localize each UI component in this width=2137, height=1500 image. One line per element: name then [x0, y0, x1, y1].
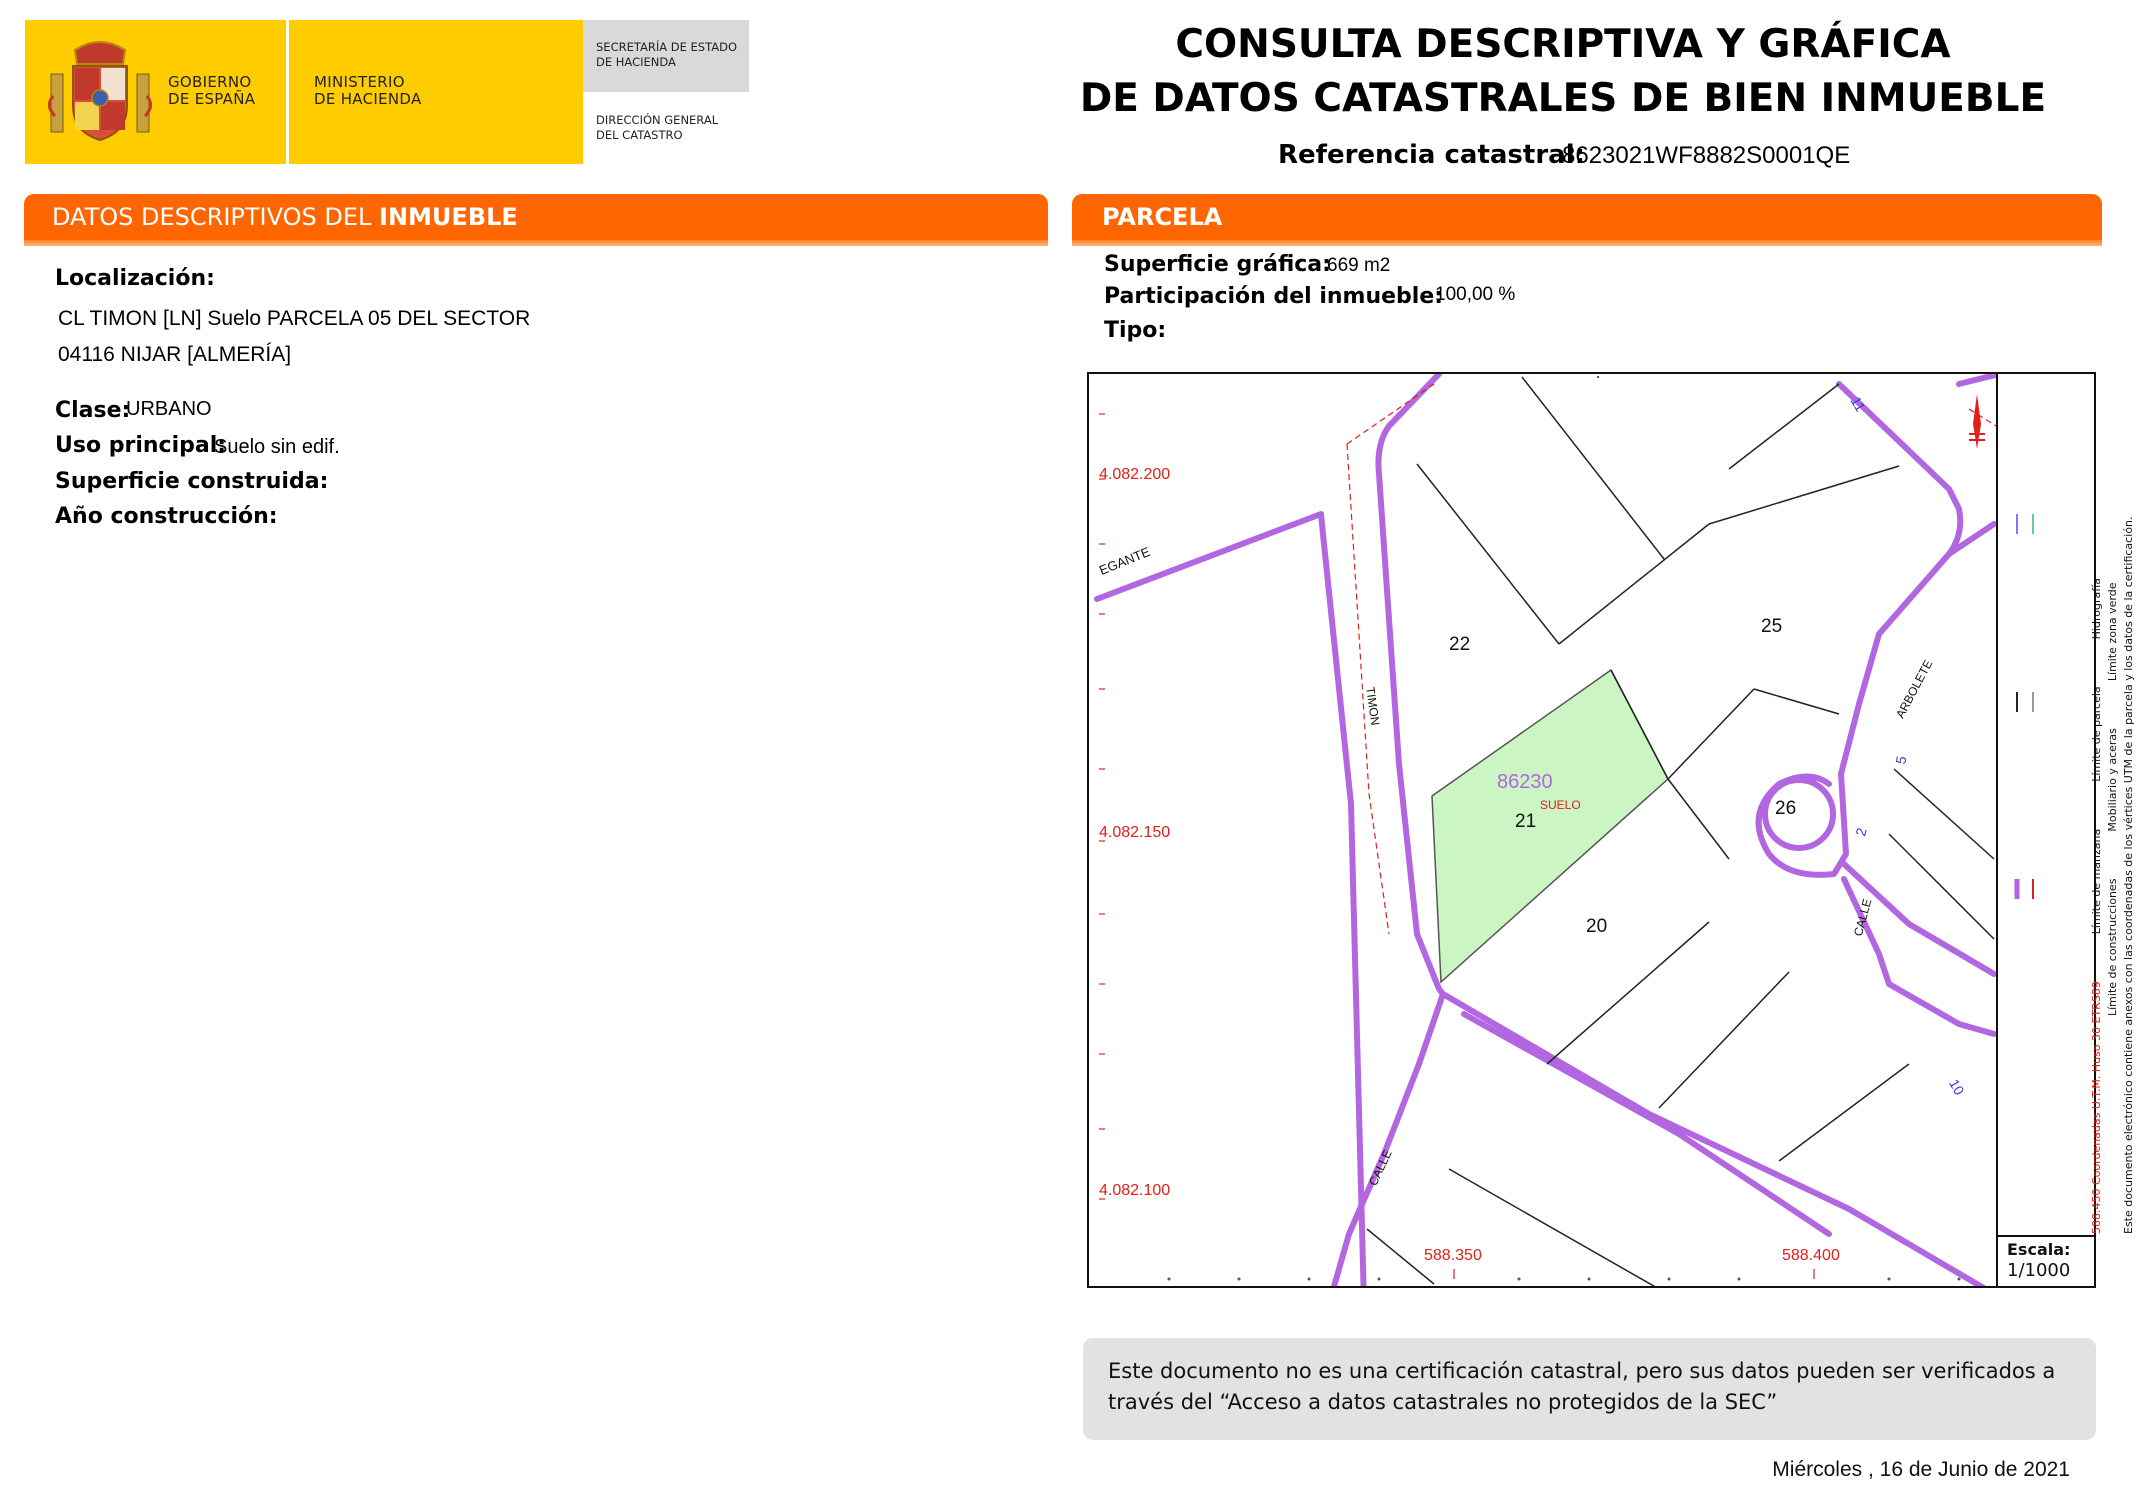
cadastral-reference-value: 8623021WF8882S0001QE [1562, 142, 1851, 169]
graphic-area-value: 669 m2 [1327, 255, 1391, 276]
document-title-line1: CONSULTA DESCRIPTIVA Y GRÁFICA [1175, 22, 1951, 67]
descriptive-data-banner [24, 194, 1048, 240]
legend-parcel-limit: Límite de parcela [2090, 686, 2103, 782]
map-legend [2089, 374, 2137, 1234]
location-label: Localización: [55, 266, 215, 291]
legend-green-zone-limit: Límite zona verde [2106, 582, 2119, 682]
participation-label: Participación del inmueble: [1104, 284, 1444, 309]
coord-y-4082150: 4.082.150 [1099, 824, 1171, 841]
house-number-2: 2 [1852, 826, 1870, 838]
coord-y-4082100: 4.082.100 [1099, 1182, 1171, 1199]
scale-value: 1/1000 [2007, 1260, 2071, 1281]
descriptive-banner-prefix: DATOS DESCRIPTIVOS DEL [52, 203, 380, 231]
plot-number-25: 25 [1761, 616, 1783, 637]
house-number-11: 11 [1847, 393, 1869, 415]
class-label: Clase: [55, 398, 131, 423]
parcel-banner-title: PARCELA [1102, 203, 1223, 231]
north-arrow-icon [1969, 394, 1985, 449]
cadastral-reference-label: Referencia catastral: [1278, 140, 1585, 170]
legend-construction-limit: Límite de construcciones [2106, 878, 2119, 1016]
parcel-use-label: SUELO [1540, 798, 1581, 812]
plot-number-26: 26 [1775, 798, 1797, 819]
legend-block-limit: Límite de manzana [2090, 828, 2103, 935]
logo-divider [286, 20, 289, 164]
legend-note: Este documento electrónico contiene anexos con las coordenadas de los vértices UTM de la parcela y los datos de la certificación. [2122, 516, 2135, 1234]
construction-year-label: Año construcción: [55, 504, 278, 529]
house-number-5: 5 [1892, 754, 1910, 766]
legend-furniture-sidewalks: Mobiliario y aceras [2106, 728, 2119, 832]
descriptive-banner-bold: INMUEBLE [379, 203, 518, 231]
plot-number-22: 22 [1449, 634, 1471, 655]
parcel-banner-underline [1072, 240, 2102, 246]
plot-number-20: 20 [1586, 916, 1608, 937]
issue-date: Miércoles , 16 de Junio de 2021 [1772, 1458, 2070, 1481]
house-number-10: 10 [1945, 1076, 1968, 1098]
ministry-logo-text: MINISTERIO DE HACIENDA [314, 73, 422, 108]
map-drawing [1089, 374, 2094, 1286]
coord-x-588400: 588.400 [1782, 1247, 1840, 1264]
coat-of-arms-icon [45, 36, 155, 148]
descriptive-banner-underline [24, 240, 1048, 246]
address-line-2: 04116 NIJAR [ALMERÍA] [58, 343, 292, 366]
legend-hydrography: Hidrografía [2090, 578, 2103, 640]
parcel-banner [1072, 194, 2102, 240]
parcel-21-shape [1432, 670, 1668, 982]
plot-number-21: 21 [1515, 811, 1537, 832]
coord-y-4082200: 4.082.200 [1099, 466, 1171, 483]
address-line-1: CL TIMON [LN] Suelo PARCELA 05 DEL SECTOR [58, 307, 531, 330]
main-use-value: Suelo sin edif. [214, 436, 340, 458]
participation-value: 100,00 % [1435, 284, 1516, 305]
main-use-label: Uso principal: [55, 433, 227, 458]
street-label-arbolete: ARBOLETE [1893, 657, 1936, 721]
coord-x-588350: 588.350 [1424, 1247, 1482, 1264]
street-label-timon: TIMON [1363, 686, 1383, 727]
government-logo-text: GOBIERNO DE ESPAÑA [168, 73, 256, 108]
street-label-calle-1: CALLE [1851, 897, 1875, 938]
cadastral-map [1087, 372, 2135, 1288]
directorate-text: DIRECCIÓN GENERAL DEL CATASTRO [596, 113, 719, 142]
graphic-area-label: Superficie gráfica: [1104, 252, 1331, 277]
document-title-line2: DE DATOS CATASTRALES DE BIEN INMUEBLE [1079, 76, 2047, 121]
legend-coords-text: 588.450 Coordenadas U.T.M. Huso 30 ETRS89 [2090, 981, 2103, 1234]
secretary-text: SECRETARÍA DE ESTADO DE HACIENDA [596, 40, 738, 69]
class-value: URBANO [126, 398, 212, 420]
verification-notice-text: Este documento no es una certificación catastral, pero sus datos pueden ser verificados a través del “Acceso a datos catastrales no protegidos de la SEC” [1108, 1359, 2056, 1414]
built-area-label: Superficie construida: [55, 469, 329, 494]
parcel-reference-label: 86230 [1497, 771, 1553, 793]
street-label-egante: EGANTE [1097, 543, 1153, 578]
scale-label: Escala: [2007, 1240, 2071, 1259]
type-label: Tipo: [1104, 318, 1167, 343]
street-label-calle-2: CALLE [1366, 1147, 1395, 1188]
